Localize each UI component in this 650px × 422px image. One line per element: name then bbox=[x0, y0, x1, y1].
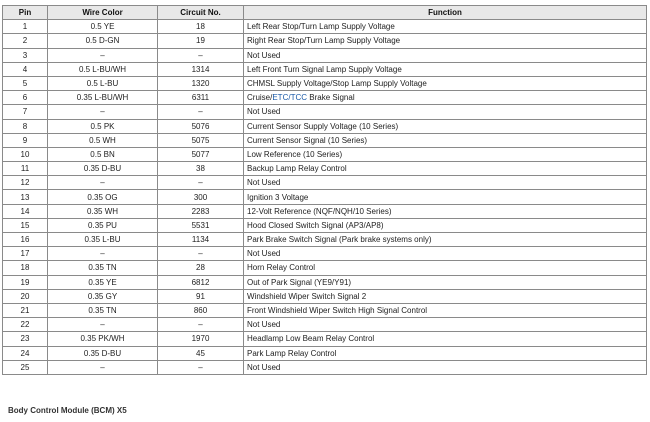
wire-color-cell: 0.35 L-BU bbox=[48, 233, 158, 247]
circuit-no-cell: 1134 bbox=[158, 233, 244, 247]
table-row bbox=[3, 332, 647, 346]
circuit-no-cell: 1970 bbox=[158, 332, 244, 346]
connector-pinout-table bbox=[2, 5, 647, 375]
pin-cell: 14 bbox=[3, 204, 48, 218]
function-cell: Horn Relay Control bbox=[244, 261, 647, 275]
pin-cell: 2 bbox=[3, 34, 48, 48]
table-row bbox=[3, 76, 647, 90]
function-cell: Not Used bbox=[244, 48, 647, 62]
pin-cell: 16 bbox=[3, 233, 48, 247]
pin-cell: 17 bbox=[3, 247, 48, 261]
function-cell: CHMSL Supply Voltage/Stop Lamp Supply Voltage bbox=[244, 76, 647, 90]
function-cell: Right Rear Stop/Turn Lamp Supply Voltage bbox=[244, 34, 647, 48]
pin-cell: 15 bbox=[3, 218, 48, 232]
circuit-no-cell: 5531 bbox=[158, 218, 244, 232]
pin-cell: 4 bbox=[3, 62, 48, 76]
circuit-no-cell: 6311 bbox=[158, 91, 244, 105]
wire-color-cell: 0.5 BN bbox=[48, 147, 158, 161]
function-cell: Current Sensor Signal (10 Series) bbox=[244, 133, 647, 147]
function-cell: Not Used bbox=[244, 247, 647, 261]
table-caption: Body Control Module (BCM) X5 bbox=[8, 406, 127, 415]
wire-color-cell: – bbox=[48, 318, 158, 332]
circuit-no-cell: 2283 bbox=[158, 204, 244, 218]
pin-cell: 13 bbox=[3, 190, 48, 204]
table-row bbox=[3, 275, 647, 289]
function-cell: Current Sensor Supply Voltage (10 Series) bbox=[244, 119, 647, 133]
circuit-no-cell: 5075 bbox=[158, 133, 244, 147]
function-cell: Not Used bbox=[244, 176, 647, 190]
wire-color-cell: 0.5 L-BU/WH bbox=[48, 62, 158, 76]
wire-color-cell: 0.5 D-GN bbox=[48, 34, 158, 48]
circuit-no-cell: 45 bbox=[158, 346, 244, 360]
table-row bbox=[3, 48, 647, 62]
pin-cell: 19 bbox=[3, 275, 48, 289]
pin-cell: 6 bbox=[3, 91, 48, 105]
circuit-no-cell: – bbox=[158, 176, 244, 190]
table-row bbox=[3, 346, 647, 360]
wire-color-cell: 0.35 GY bbox=[48, 289, 158, 303]
circuit-no-cell: – bbox=[158, 105, 244, 119]
circuit-no-cell: 300 bbox=[158, 190, 244, 204]
circuit-no-cell: – bbox=[158, 318, 244, 332]
wire-color-cell: 0.35 L-BU/WH bbox=[48, 91, 158, 105]
table-row bbox=[3, 289, 647, 303]
pin-cell: 10 bbox=[3, 147, 48, 161]
header-function: Function bbox=[244, 6, 647, 20]
circuit-no-cell: 5077 bbox=[158, 147, 244, 161]
function-cell: Park Brake Switch Signal (Park brake systems only) bbox=[244, 233, 647, 247]
table-row bbox=[3, 247, 647, 261]
function-cell: Hood Closed Switch Signal (AP3/AP8) bbox=[244, 218, 647, 232]
pin-cell: 21 bbox=[3, 303, 48, 317]
table-row bbox=[3, 303, 647, 317]
pin-cell: 20 bbox=[3, 289, 48, 303]
circuit-no-cell: 28 bbox=[158, 261, 244, 275]
table-row bbox=[3, 233, 647, 247]
table-row bbox=[3, 119, 647, 133]
wire-color-cell: 0.35 D-BU bbox=[48, 162, 158, 176]
circuit-no-cell: 38 bbox=[158, 162, 244, 176]
table-row bbox=[3, 91, 647, 105]
circuit-no-cell: 1320 bbox=[158, 76, 244, 90]
table-body bbox=[3, 20, 647, 375]
table-row bbox=[3, 261, 647, 275]
pin-cell: 25 bbox=[3, 360, 48, 374]
function-cell: Headlamp Low Beam Relay Control bbox=[244, 332, 647, 346]
table-row bbox=[3, 34, 647, 48]
function-cell: Not Used bbox=[244, 360, 647, 374]
function-cell: 12-Volt Reference (NQF/NQH/10 Series) bbox=[244, 204, 647, 218]
circuit-no-cell: 91 bbox=[158, 289, 244, 303]
pin-cell: 1 bbox=[3, 20, 48, 34]
table-row bbox=[3, 360, 647, 374]
table-row bbox=[3, 190, 647, 204]
circuit-no-cell: – bbox=[158, 48, 244, 62]
circuit-no-cell: 860 bbox=[158, 303, 244, 317]
function-cell: Front Windshield Wiper Switch High Signal Control bbox=[244, 303, 647, 317]
function-cell: Low Reference (10 Series) bbox=[244, 147, 647, 161]
pin-cell: 5 bbox=[3, 76, 48, 90]
function-cell: Left Rear Stop/Turn Lamp Supply Voltage bbox=[244, 20, 647, 34]
wire-color-cell: 0.5 YE bbox=[48, 20, 158, 34]
function-cell: Backup Lamp Relay Control bbox=[244, 162, 647, 176]
circuit-no-cell: 6812 bbox=[158, 275, 244, 289]
pin-cell: 7 bbox=[3, 105, 48, 119]
table-row bbox=[3, 62, 647, 76]
table-row bbox=[3, 218, 647, 232]
wire-color-cell: – bbox=[48, 247, 158, 261]
function-cell: Park Lamp Relay Control bbox=[244, 346, 647, 360]
circuit-no-cell: 1314 bbox=[158, 62, 244, 76]
wire-color-cell: 0.5 WH bbox=[48, 133, 158, 147]
function-link[interactable]: ETC/TCC bbox=[272, 93, 308, 103]
wire-color-cell: 0.35 YE bbox=[48, 275, 158, 289]
wire-color-cell: 0.35 PK/WH bbox=[48, 332, 158, 346]
wire-color-cell: 0.35 D-BU bbox=[48, 346, 158, 360]
pin-cell: 11 bbox=[3, 162, 48, 176]
wire-color-cell: 0.5 L-BU bbox=[48, 76, 158, 90]
header-wire-color: Wire Color bbox=[48, 6, 158, 20]
header-pin: Pin bbox=[3, 6, 48, 20]
pin-cell: 3 bbox=[3, 48, 48, 62]
function-text: Brake Signal bbox=[307, 93, 355, 103]
pin-cell: 22 bbox=[3, 318, 48, 332]
circuit-no-cell: 18 bbox=[158, 20, 244, 34]
pin-cell: 8 bbox=[3, 119, 48, 133]
table-row bbox=[3, 133, 647, 147]
wire-color-cell: 0.35 PU bbox=[48, 218, 158, 232]
function-cell: Not Used bbox=[244, 318, 647, 332]
pin-cell: 24 bbox=[3, 346, 48, 360]
table-row bbox=[3, 204, 647, 218]
wire-color-cell: – bbox=[48, 105, 158, 119]
circuit-no-cell: – bbox=[158, 247, 244, 261]
table-row bbox=[3, 318, 647, 332]
function-cell: Windshield Wiper Switch Signal 2 bbox=[244, 289, 647, 303]
table-row bbox=[3, 20, 647, 34]
function-cell bbox=[244, 91, 647, 105]
function-cell: Ignition 3 Voltage bbox=[244, 190, 647, 204]
wire-color-cell: 0.35 OG bbox=[48, 190, 158, 204]
function-cell: Left Front Turn Signal Lamp Supply Voltage bbox=[244, 62, 647, 76]
function-cell: Not Used bbox=[244, 105, 647, 119]
table-row bbox=[3, 176, 647, 190]
circuit-no-cell: – bbox=[158, 360, 244, 374]
wire-color-cell: 0.35 TN bbox=[48, 303, 158, 317]
circuit-no-cell: 5076 bbox=[158, 119, 244, 133]
function-text: Cruise/ bbox=[247, 93, 273, 103]
table-row bbox=[3, 105, 647, 119]
pin-cell: 18 bbox=[3, 261, 48, 275]
table-row bbox=[3, 162, 647, 176]
circuit-no-cell: 19 bbox=[158, 34, 244, 48]
table-row bbox=[3, 147, 647, 161]
wire-color-cell: 0.35 TN bbox=[48, 261, 158, 275]
table-header-row bbox=[3, 6, 647, 20]
function-cell: Out of Park Signal (YE9/Y91) bbox=[244, 275, 647, 289]
pin-cell: 12 bbox=[3, 176, 48, 190]
wire-color-cell: 0.5 PK bbox=[48, 119, 158, 133]
header-circuit-no: Circuit No. bbox=[158, 6, 244, 20]
wire-color-cell: – bbox=[48, 360, 158, 374]
wire-color-cell: – bbox=[48, 48, 158, 62]
pin-cell: 9 bbox=[3, 133, 48, 147]
wire-color-cell: – bbox=[48, 176, 158, 190]
pin-cell: 23 bbox=[3, 332, 48, 346]
wire-color-cell: 0.35 WH bbox=[48, 204, 158, 218]
